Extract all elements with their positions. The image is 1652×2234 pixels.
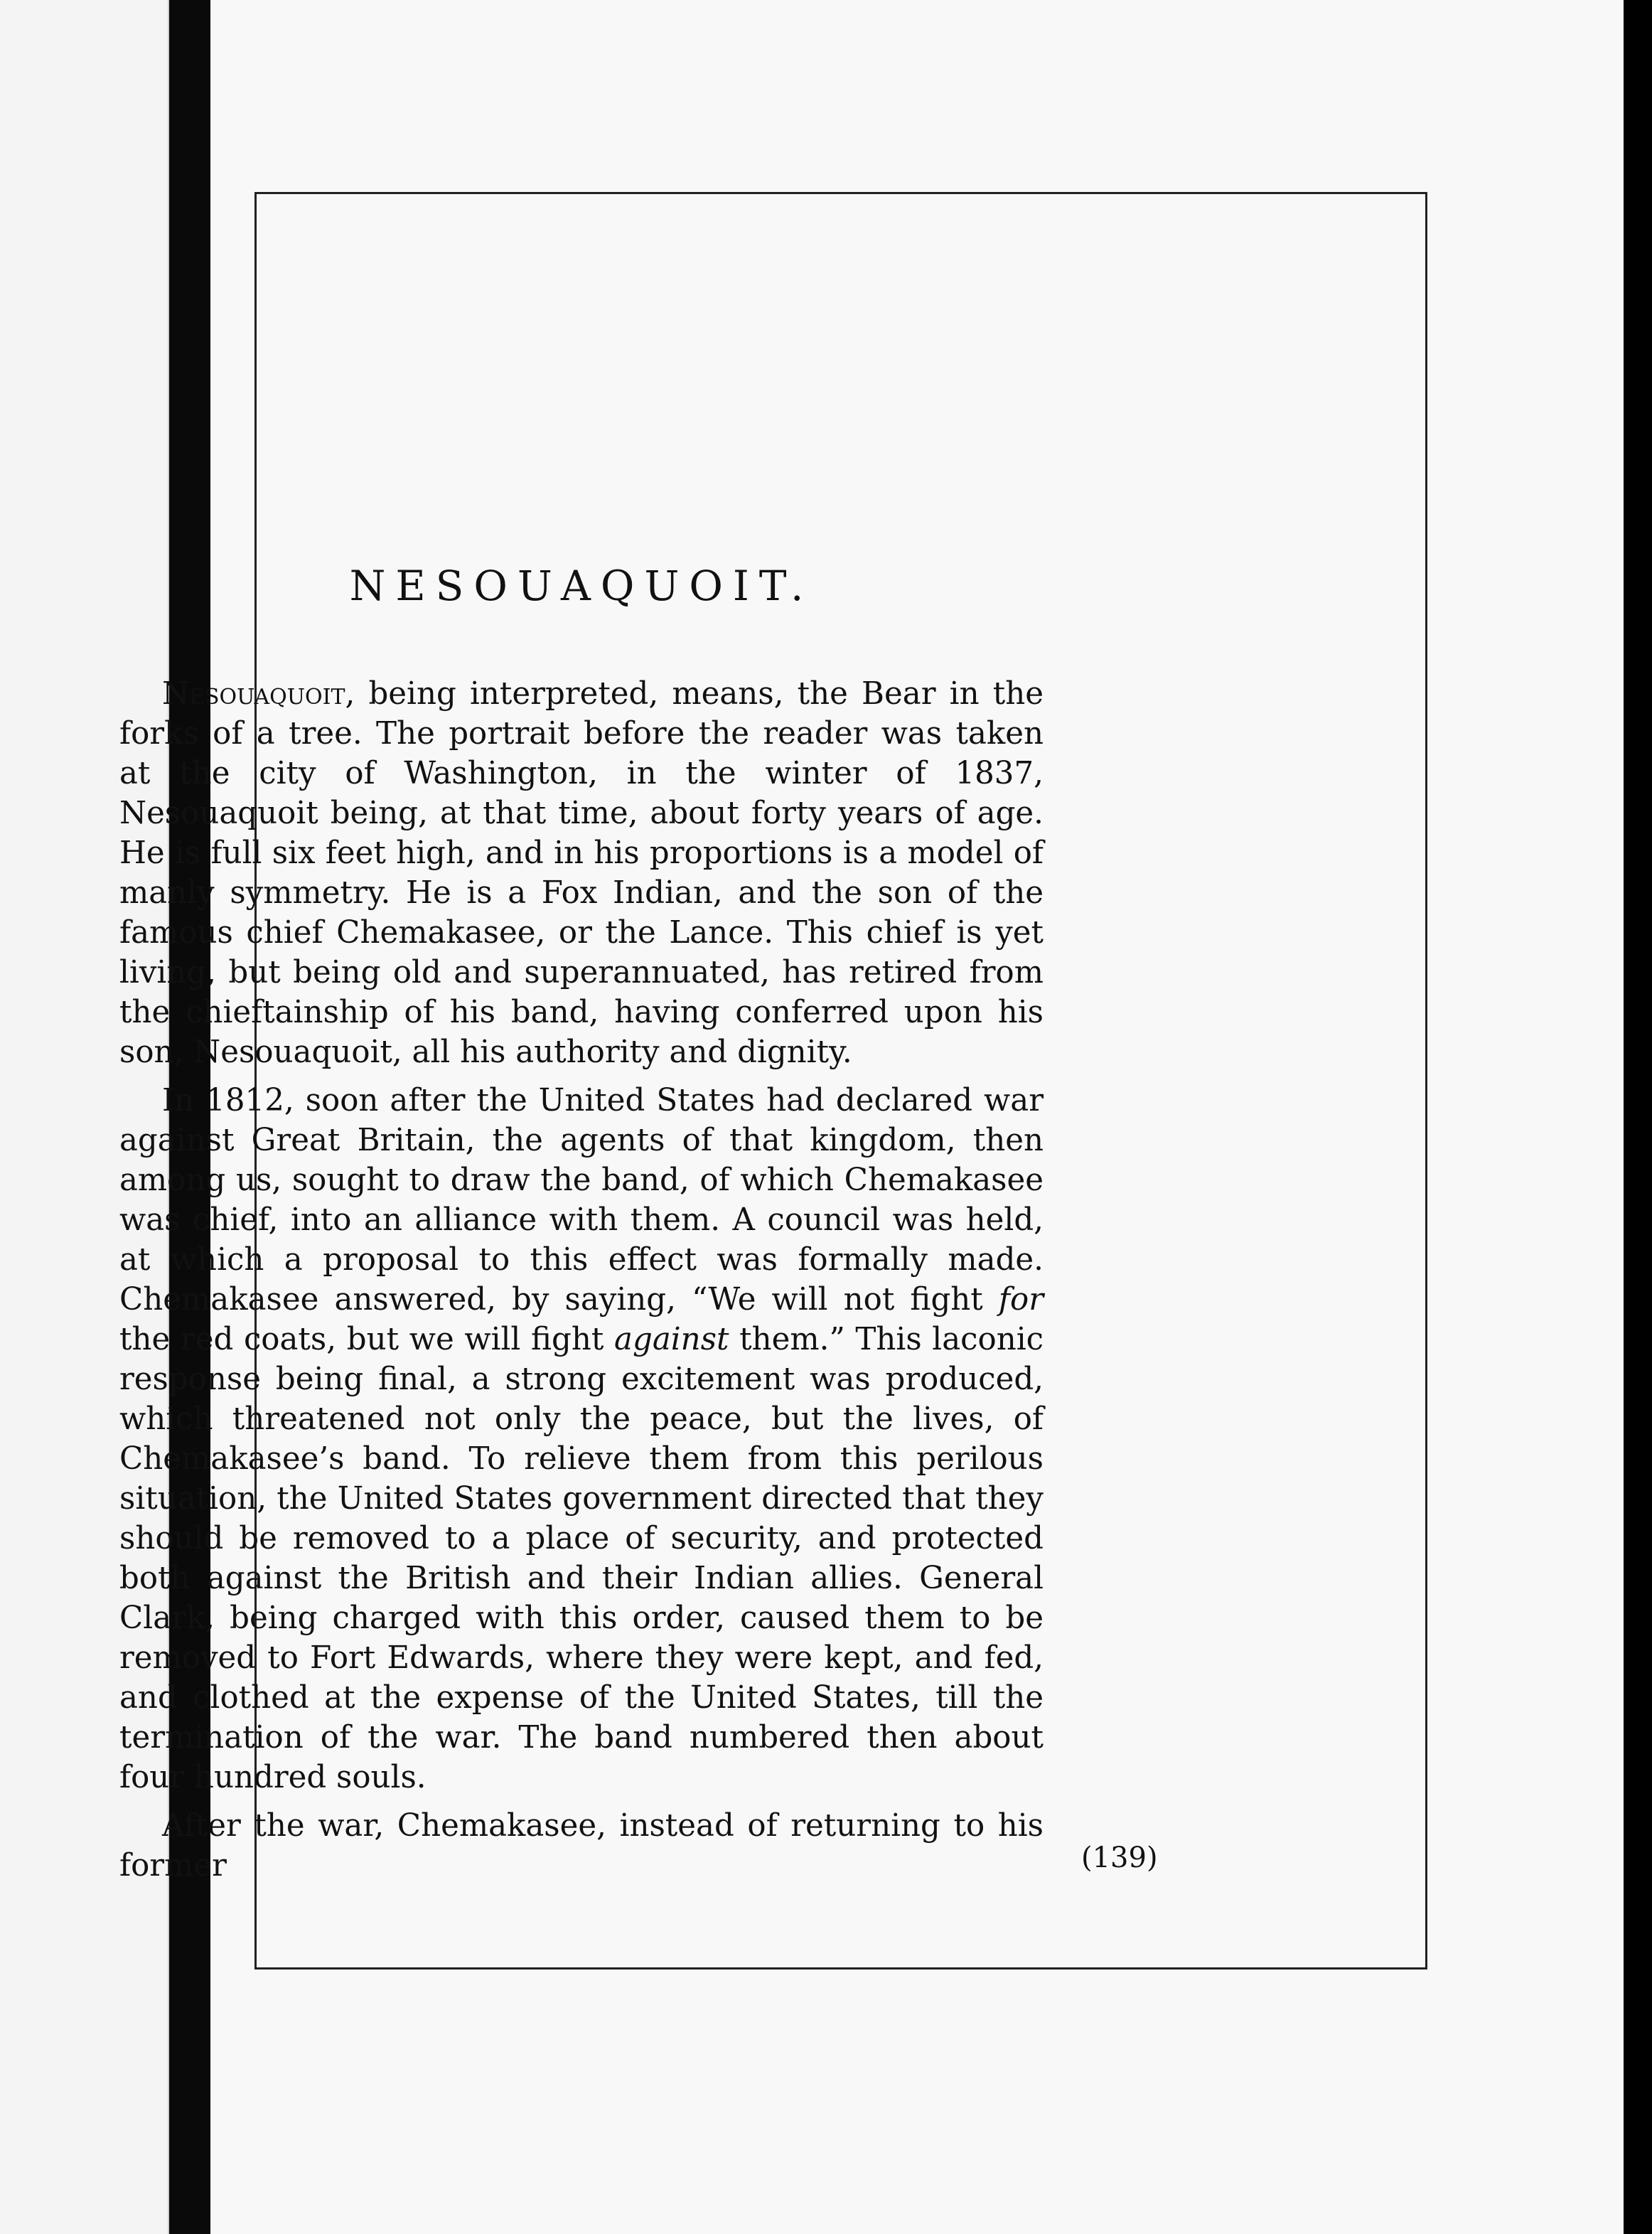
paragraph-2-text-c: them.” This laconic response being final, a strong excitement was produced, which threatened not only the peace, but the lives, of Chemakasee’s band. To relieve them from this perilous situation, the United States government directed that they should be removed to a place of security, and protected both against the British and their Indian allies. General Clark, being charged with this order, caused them to be removed to Fort Edwards, where they were kept, and fed, and clothed at the expense of the United States, till the termination of the war. The band numbered then about four hundred souls. [119,1322,1044,1795]
paragraph-3: After the war, Chemakasee, instead of returning to his former [119,1808,1044,1883]
chapter-title: NESOUAQUOIT. [349,562,814,610]
page-content [119,562,1044,1894]
italic-word-for: for [998,1282,1044,1318]
paragraph-2-text-b: the red coats, but we will fight [119,1322,615,1357]
paragraph-lead-word: Nesouaquoit [162,676,345,712]
page-number: (139) [1081,1842,1158,1874]
paragraph-2 [119,1081,1044,1797]
italic-word-against: against [614,1322,729,1357]
paragraph-1 [119,674,1044,1072]
paragraph-1-text: , being interpreted, means, the Bear in the forks of a tree. The portrait before the reader was taken at the city of Washington, in the winter of 1837, Nesouaquoit being, at that time, about forty years of age. He is full six feet high, and in his proportions is a model of manly symmetry. He is a Fox Indian, and the son of the famous chief Chemakasee, or the Lance. This chief is yet living, but being old and superannuated, has retired from the chieftainship of his band, having conferred upon his son, Nesouaquoit, all his authority and dignity. [119,676,1044,1070]
paragraph-2-text-a: In 1812, soon after the United States had declared war against Great Britain, the agents of that kingdom, then among us, sought to draw the band, of which Chemakasee was chief, into an alliance with them. A council was held, at which a proposal to this effect was formally made. Chemakasee answered, by saying, “We will not fight [119,1083,1044,1318]
